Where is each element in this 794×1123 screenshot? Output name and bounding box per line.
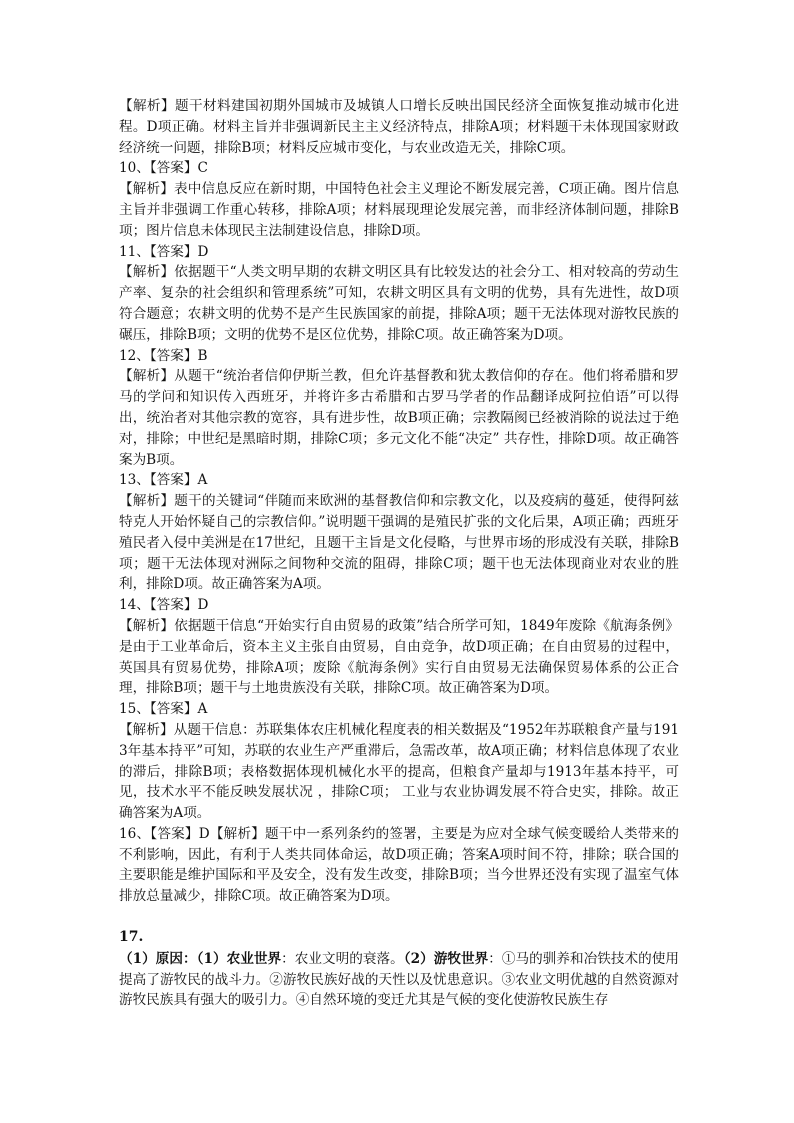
analysis-paragraph: 【解析】依据题干信息“开始实行自由贸易的政策”结合所学可知，1849年废除《航海条例》是由于工业革命后，资本主义主张自由贸易，自由竞争，故D项正确；在自由贸易的过程中，英国具有贸易优势，排除A项；废除《航海条例》实行自由贸易无法确保贸易体系的公正合理，排除B项；题干与土地贵族没有关联，排除C项。故正确答案为D项。: [119, 617, 679, 697]
answer-line: 15、【答案】A: [119, 701, 208, 718]
question-17-answer: [119, 949, 679, 1011]
analysis-paragraph: 【解析】从题干信息：苏联集体农庄机械化程度表的相关数据及“1952年苏联粮食产量与1913年基本持平”可知，苏联的农业生产严重滞后，急需改革，故A项正确；材料信息体现了农业的滞后，排除B项；表格数据体现机械化水平的提高，但粮食产量却与1913年基本持平，可见，技术水平不能反映发展状况 ，排除C项； 工业与农业协调发展不符合史实，排除。故正确答案为A项。: [119, 721, 679, 822]
answer-line: 10、【答案】C: [119, 160, 208, 177]
analysis-paragraph: 【解析】题干的关键词“伴随而来欧洲的基督教信仰和宗教文化，以及疫病的蔓延，使得阿兹特克人开始怀疑自己的宗教信仰。”说明题干强调的是殖民扩张的文化后果，A项正确；西班牙殖民者入侵中美洲是在17世纪，且题干主旨是文化侵略，与世界市场的形成没有关联，排除B项；题干无法体现对洲际之间物种交流的阻碍，排除C项；题干也无法体现商业对农业的胜利，排除D项。故正确答案为A项。: [119, 493, 679, 593]
answer-line: 14、【答案】D: [119, 597, 209, 614]
agricultural-world-text: ：农业文明的衰落。: [281, 950, 404, 967]
analysis-paragraph: 【解析】依据题干“人类文明早期的农耕文明区具有比较发达的社会分工、相对较高的劳动生产率、复杂的社会组织和管理系统”可知，农耕文明区具有文明的优势，具有先进性，故D项符合题意；农耕文明的优势不是产生民族国家的前提，排除A项；题干无法体现对游牧民族的碾压，排除B项；文明的优势不是区位优势，排除C项。故正确答案为D项。: [119, 264, 679, 343]
answer-content: [119, 96, 679, 1011]
answer-line: 11、【答案】D: [119, 243, 209, 260]
cause-label: （1）原因：: [119, 950, 197, 967]
section-gap: [119, 907, 679, 927]
nomadic-world-label: （2）游牧世界: [403, 950, 489, 967]
analysis-paragraph: 16、【答案】D【解析】题干中一系列条约的签署，主要是为应对全球气候变暖给人类带来的不利影响，因此，有利于人类共同体命运，故D项正确；答案A项时间不符，排除；联合国的主要职能是维护国际和平及安全，没有发生改变，排除B项；当今世界还没有实现了温室气体排放总量减少，排除C项。故正确答案为D项。: [119, 825, 679, 905]
analysis-paragraph: 【解析】从题干“统治者信仰伊斯兰教，但允许基督教和犹太教信仰的存在。他们将希腊和罗马的学问和知识传入西班牙，并将许多古希腊和古罗马学者的作品翻译成阿拉伯语”可以得出，统治者对其他宗教的宽容，具有进步性，故B项正确；宗教隔阂已经被消除的说法过于绝对，排除；中世纪是黑暗时期，排除C项；多元文化不能“决定” 共存性，排除D项。故正确答案为B项。: [119, 368, 679, 468]
question-17-number: 17.: [119, 929, 144, 946]
analysis-paragraph: 【解析】表中信息反应在新时期，中国特色社会主义理论不断发展完善，C项正确。图片信息主旨并非强调工作重心转移，排除A项；材料展现理论发展完善，而非经济体制问题，排除B项；图片信息未体现民主法制建设信息，排除D项。: [119, 181, 679, 239]
answer-line: 13、【答案】A: [119, 472, 208, 489]
answer-line: 12、【答案】B: [119, 347, 208, 364]
nomadic-world-text: ：①马的驯养和冶铁技术的使用提高了游牧民的战斗力。②游牧民族好战的天性以及忧患意识。③农业文明优越的自然资源对游牧民族具有强大的吸引力。④自然环境的变迁尤其是气候的变化使游牧民族生存: [119, 950, 679, 1009]
analysis-paragraph: 【解析】题干材料建国初期外国城市及城镇人口增长反映出国民经济全面恢复推动城市化进程。D项正确。材料主旨并非强调新民主主义经济特点，排除A项；材料题干未体现国家财政经济统一问题，排除B项；材料反应城市变化，与农业改造无关，排除C项。: [119, 98, 679, 156]
agricultural-world-label: （1）农业世界: [196, 950, 282, 967]
